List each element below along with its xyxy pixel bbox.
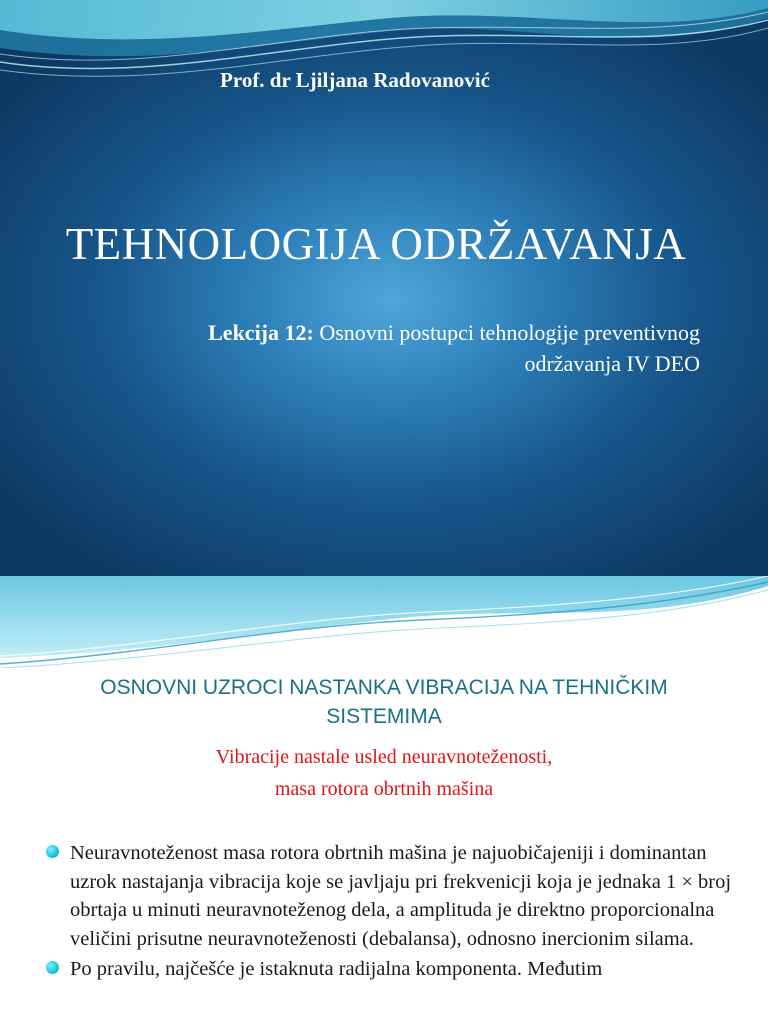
bullet-item (46, 955, 746, 984)
presentation-title: TEHNOLOGIJA ODRŽAVANJA (65, 219, 687, 269)
subheading-line-1: Vibracije nastale usled neuravnoteženosti, (215, 746, 553, 768)
lecture-subtitle (60, 317, 700, 379)
bullet-icon (46, 961, 59, 974)
wave-decoration (0, 576, 768, 668)
bullet-text: Po pravilu, najčešće je istaknuta radijalna komponenta. Međutim (70, 958, 603, 980)
lecture-label: Lekcija 12: (208, 320, 314, 345)
author-name: Prof. dr Ljiljana Radovanović (220, 68, 490, 92)
lecture-text-line2: održavanja IV DEO (524, 351, 700, 376)
bullet-icon (46, 845, 59, 858)
content-slide (0, 576, 768, 1024)
bullet-text: Neuravnoteženost masa rotora obrtnih mašina je najuobičajeniji i dominantan uzrok nastajanja vibracija koje se javljaju pri frekvenicji koja je jednaka 1 × broj obrtaja u minuti neuravnoteženog dela, a amplituda je direktno proporcionalna veličini prisutne neuravnoteženosti (debalansa), odnosno inercionim silama. (70, 842, 732, 950)
slide-heading: OSNOVNI UZROCI NASTANKA VIBRACIJA NA TEHNIČKIM SISTEMIMA (100, 676, 668, 728)
lecture-text-line1: Osnovni postupci tehnologije preventivnog (319, 320, 700, 345)
bullet-list (46, 839, 746, 986)
bullet-item (46, 839, 746, 953)
subheading-line-2: masa rotora obrtnih mašina (274, 778, 494, 800)
wave-decoration (0, 0, 768, 110)
